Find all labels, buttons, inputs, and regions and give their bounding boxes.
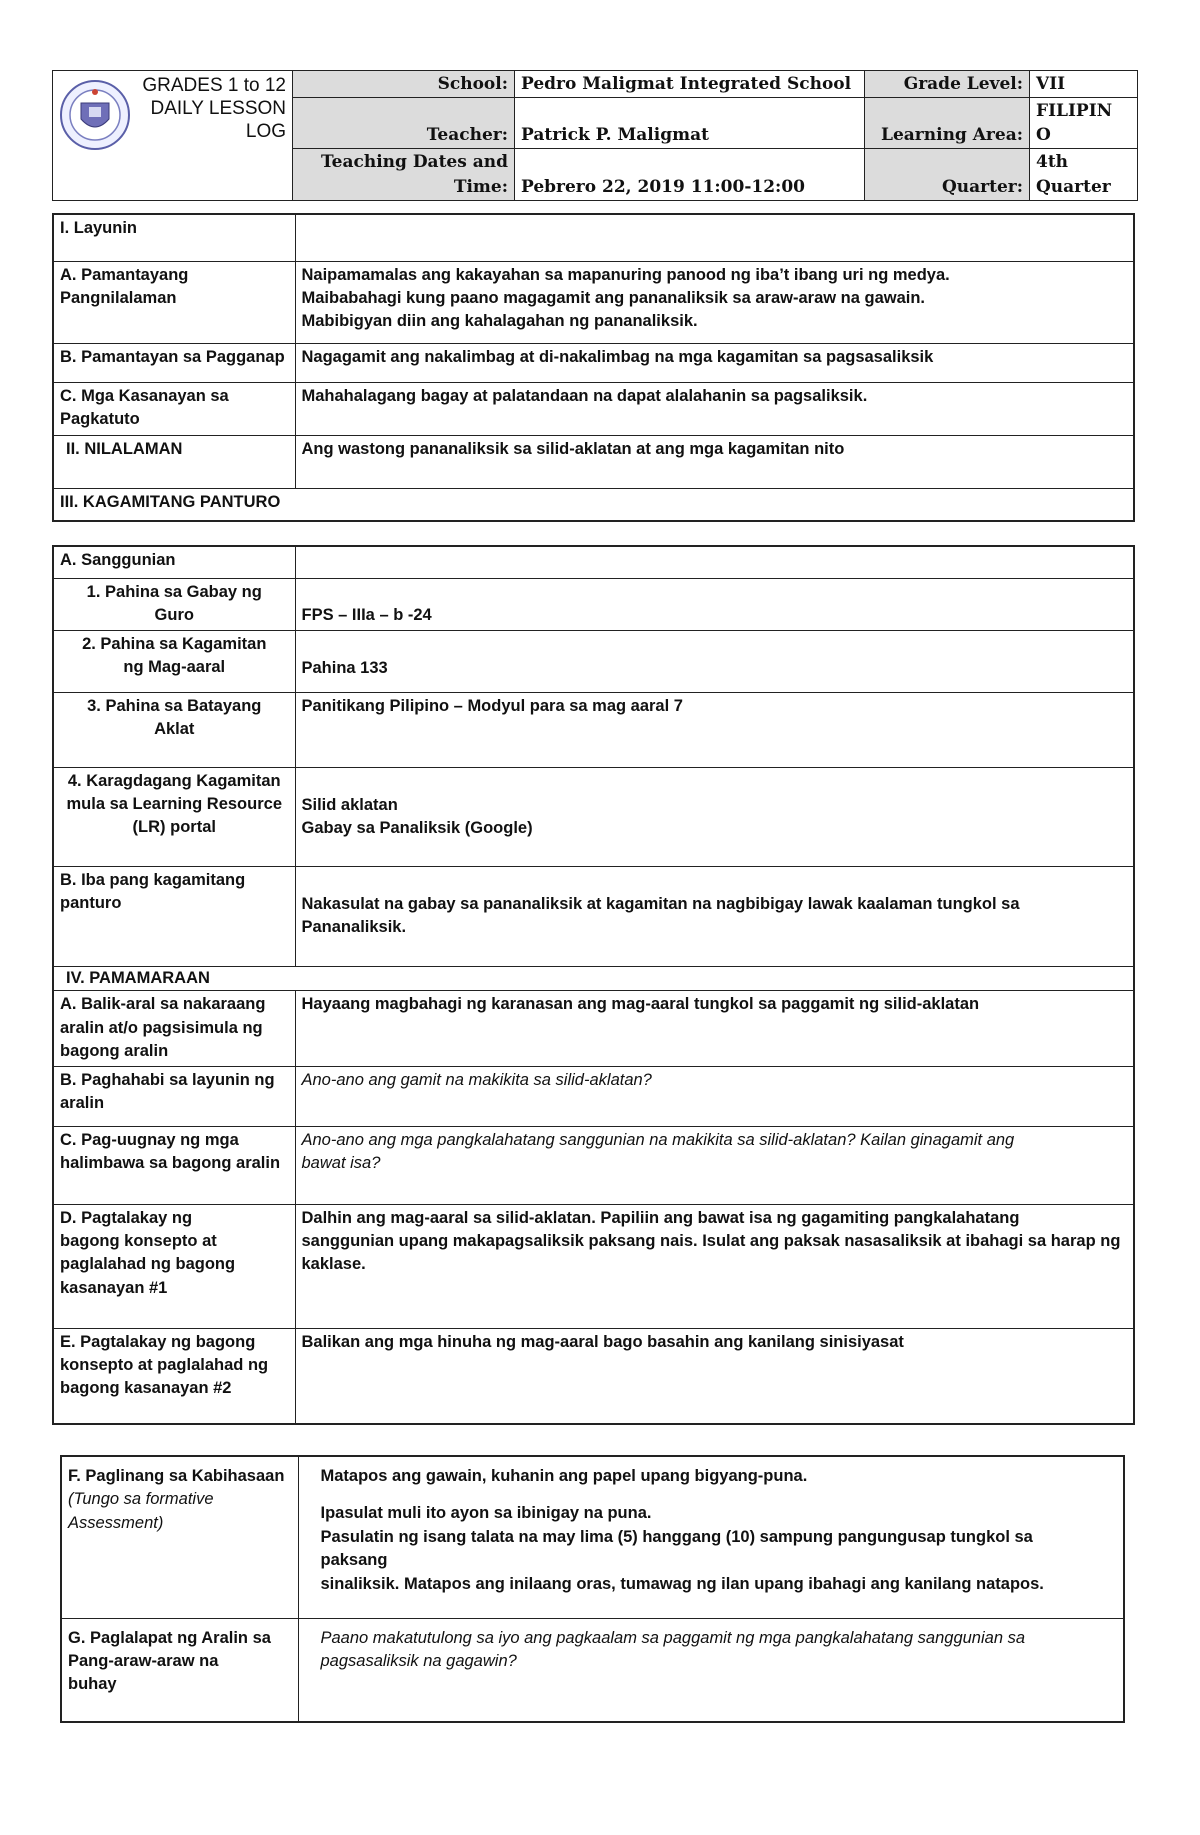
grade-level-label: Grade Level: — [865, 71, 1030, 98]
school-label: School: — [293, 71, 515, 98]
pc-label-line-1: C. Pag-uugnay ng mga — [60, 1130, 239, 1149]
iba-pang-kagamitan-value — [295, 866, 1134, 966]
logo-text-2: DAILY LESSON — [150, 97, 286, 119]
sanggunian-heading: A. Sanggunian — [53, 546, 295, 578]
a-label-line-2: Pangnilalaman — [60, 288, 177, 307]
learning-area-line-2: O — [1036, 125, 1051, 146]
r1-label-line-1: 1. Pahina sa Gabay ng — [86, 582, 262, 601]
logo-cell — [53, 71, 293, 201]
f-label-line-1: F. Paglinang sa Kabihasaan — [68, 1467, 285, 1485]
logo-text-3: LOG — [245, 120, 286, 142]
pd-label-line-4: kasanayan #1 — [60, 1278, 168, 1297]
paglalapat-value — [298, 1618, 1124, 1722]
balik-aral-label — [53, 991, 295, 1066]
layunin-empty — [295, 214, 1134, 261]
g-label-line-3: buhay — [68, 1675, 117, 1694]
dates-value: Pebrero 22, 2019 11:00-12:00 — [515, 149, 865, 200]
pe-label-line-2: konsepto at paglalahad ng — [60, 1355, 269, 1374]
quarter-label: Quarter: — [865, 149, 1030, 200]
resources-procedure-table — [52, 545, 1135, 1425]
pa-label-line-3: bagong aralin — [60, 1042, 169, 1061]
batayang-aklat-value: Panitikang Pilipino – Modyul para sa mag aaral 7 — [295, 692, 1134, 767]
learning-area-label: Learning Area: — [865, 98, 1030, 149]
logo-text-1: GRADES 1 to 12 — [142, 75, 286, 96]
pa-label-line-2: aralin at/o pagsisimula ng — [60, 1018, 263, 1037]
pc-label-line-2: halimbawa sa bagong aralin — [60, 1153, 281, 1172]
pamantayang-pangnilalaman-label — [53, 261, 295, 343]
quarter-line-1: 4th — [1036, 152, 1069, 173]
pamantayan-pagganap-label: B. Pamantayan sa Pagganap — [53, 343, 295, 382]
r3-label-line-2: Aklat — [154, 719, 195, 738]
layunin-heading: I. Layunin — [53, 214, 295, 261]
pag-uugnay-value — [295, 1126, 1134, 1204]
paghahabi-value: Ano-ano ang gamit na makikita sa silid-aklatan? — [295, 1066, 1134, 1126]
practice-application-table — [60, 1455, 1125, 1723]
f-value-line-3: Pasulatin ng isang talata na may lima (5) hanggang (10) sampung pangungusap tungkol sa paksang — [320, 1527, 1033, 1570]
pd-value-line-1: Dalhin ang mag-aaral sa silid-aklatan. Papiliin ang bawat isa ng gagamiting pangkalahatang — [301, 1208, 1020, 1227]
kasanayan-value: Mahahalagang bagay at palatandaan na dapat alalahanin sa pagsaliksik. — [295, 382, 1134, 435]
a-value-line-2: Maibabahagi kung paano magagamit ang pananaliksik sa araw-araw na gawain. — [301, 288, 926, 307]
pamantayan-pagganap-value: Nagagamit ang nakalimbag at di-nakalimbag na mga kagamitan sa pagsasaliksik — [295, 343, 1134, 382]
iba-pang-kagamitan-label — [53, 866, 295, 966]
kagamitan-mag-aaral-value: Pahina 133 — [295, 630, 1134, 692]
r3-label-line-1: 3. Pahina sa Batayang — [87, 696, 262, 715]
dates-label-line-2: Time: — [453, 176, 508, 197]
pc-value-line-1: Ano-ano ang mga pangkalahatang sanggunian na makikita sa silid-aklatan? Kailan ginagamit ang — [301, 1130, 1015, 1149]
b-value-line-1: Nakasulat na gabay sa pananaliksik at kagamitan na nagbibigay lawak kaalaman tungkol sa — [301, 894, 1020, 913]
g-value-line-1: Paano makatutulong sa iyo ang pagkaalam sa paggamit ng mga pangkalahatang sanggunian sa — [320, 1628, 1026, 1647]
b-label-line-1: B. Iba pang kagamitang — [60, 870, 246, 889]
pd-value-line-2: sanggunian upang makapagsaliksik paksang nais. Isulat ang paksak nasasaliksik at ibahagi sa harap ng — [301, 1231, 1121, 1250]
pamantayang-pangnilalaman-value — [295, 261, 1134, 343]
r2-label-line-2: ng Mag-aaral — [123, 657, 226, 676]
grade-level-value: VII — [1030, 71, 1138, 98]
b-value-line-2: Pananaliksik. — [301, 917, 407, 936]
gabay-guro-label — [53, 578, 295, 630]
r4-label-line-1: 4. Karagdagang Kagamitan — [67, 771, 281, 790]
r4-label-line-3: (LR) portal — [132, 818, 216, 837]
teacher-label: Teacher: — [293, 98, 515, 149]
pe-label-line-1: E. Pagtalakay ng bagong — [60, 1332, 256, 1351]
kagamitang-panturo-heading: III. KAGAMITANG PANTURO — [53, 488, 1134, 521]
pa-label-line-1: A. Balik-aral sa nakaraang — [60, 995, 266, 1014]
g-label-line-1: G. Paglalapat ng Aralin sa — [68, 1628, 271, 1647]
b-label-line-2: panturo — [60, 893, 122, 912]
g-label-line-2: Pang-araw-araw na — [68, 1651, 219, 1670]
objectives-table — [52, 213, 1135, 522]
pd-value-line-3: kaklase. — [301, 1255, 366, 1274]
g-value-line-2: pagsasaliksik na gagawin? — [320, 1651, 517, 1670]
paglinang-value — [298, 1456, 1124, 1618]
dates-label-line-1: Teaching Dates and — [320, 152, 508, 173]
header-table — [52, 70, 1138, 201]
f-value-line-2: Ipasulat muli ito ayon sa ibinigay na puna. — [320, 1504, 652, 1523]
nilalaman-value: Ang wastong pananaliksik sa silid-aklatan at ang mga kagamitan nito — [295, 435, 1134, 488]
kasanayan-label — [53, 382, 295, 435]
learning-area-line-1: FILIPIN — [1036, 101, 1113, 122]
a-label-line-1: A. Pamantayang — [60, 265, 189, 284]
pe-label-line-3: bagong kasanayan #2 — [60, 1379, 232, 1398]
pb-label-line-1: B. Paghahabi sa layunin ng — [60, 1070, 275, 1089]
r4-value-line-2: Gabay sa Panaliksik (Google) — [301, 818, 533, 837]
c-label-line-2: Pagkatuto — [60, 409, 140, 428]
lr-portal-label — [53, 767, 295, 866]
nilalaman-label: II. NILALAMAN — [53, 435, 295, 488]
pagtalakay-2-label — [53, 1328, 295, 1424]
quarter-value — [1030, 149, 1138, 200]
pagtalakay-2-value: Balikan ang mga hinuha ng mag-aaral bago basahin ang kanilang sinisiyasat — [295, 1328, 1134, 1424]
gabay-guro-value: FPS – IIIa – b -24 — [295, 578, 1134, 630]
paghahabi-label — [53, 1066, 295, 1126]
sanggunian-empty — [295, 546, 1134, 578]
pc-value-line-2: bawat isa? — [301, 1153, 381, 1172]
pag-uugnay-label — [53, 1126, 295, 1204]
quarter-line-2: Quarter — [1036, 176, 1111, 197]
f-label-line-2: (Tungo sa formative — [68, 1490, 214, 1509]
dates-label — [293, 149, 515, 200]
r4-value-line-1: Silid aklatan — [301, 795, 398, 814]
pagtalakay-1-label — [53, 1204, 295, 1328]
paglalapat-label — [61, 1618, 298, 1722]
kagamitan-mag-aaral-label — [53, 630, 295, 692]
school-value: Pedro Maligmat Integrated School — [515, 71, 865, 98]
pamamaraan-heading: IV. PAMAMARAAN — [53, 966, 1134, 991]
c-label-line-1: C. Mga Kasanayan sa — [60, 386, 229, 405]
pd-label-line-3: paglalahad ng bagong — [60, 1255, 236, 1274]
f-value-line-4: sinaliksik. Matapos ang inilaang oras, tumawag ng ilan upang ibahagi ang kanilang natapos. — [320, 1574, 1044, 1593]
lr-portal-value — [295, 767, 1134, 866]
a-value-line-1: Naipamamalas ang kakayahan sa mapanuring panood ng iba’t ibang uri ng medya. — [301, 265, 950, 284]
r4-label-line-2: mula sa Learning Resource — [66, 794, 282, 813]
learning-area-value — [1030, 98, 1138, 149]
r1-label-line-2: Guro — [154, 605, 194, 624]
pb-label-line-2: aralin — [60, 1093, 105, 1112]
paglinang-label — [61, 1456, 298, 1618]
f-label-line-3: Assessment) — [68, 1513, 164, 1532]
balik-aral-value: Hayaang magbahagi ng karanasan ang mag-aaral tungkol sa paggamit ng silid-aklatan — [295, 991, 1134, 1066]
f-value-line-1: Matapos ang gawain, kuhanin ang papel upang bigyang-puna. — [320, 1467, 808, 1485]
batayang-aklat-label — [53, 692, 295, 767]
pd-label-line-2: bagong konsepto at — [60, 1231, 217, 1250]
pagtalakay-1-value — [295, 1204, 1134, 1328]
a-value-line-3: Mabibigyan diin ang kahalagahan ng pananaliksik. — [301, 312, 698, 331]
r2-label-line-1: 2. Pahina sa Kagamitan — [82, 634, 267, 653]
pd-label-line-1: D. Pagtalakay ng — [60, 1208, 193, 1227]
deped-seal-icon — [59, 79, 131, 151]
teacher-value: Patrick P. Maligmat — [515, 98, 865, 149]
